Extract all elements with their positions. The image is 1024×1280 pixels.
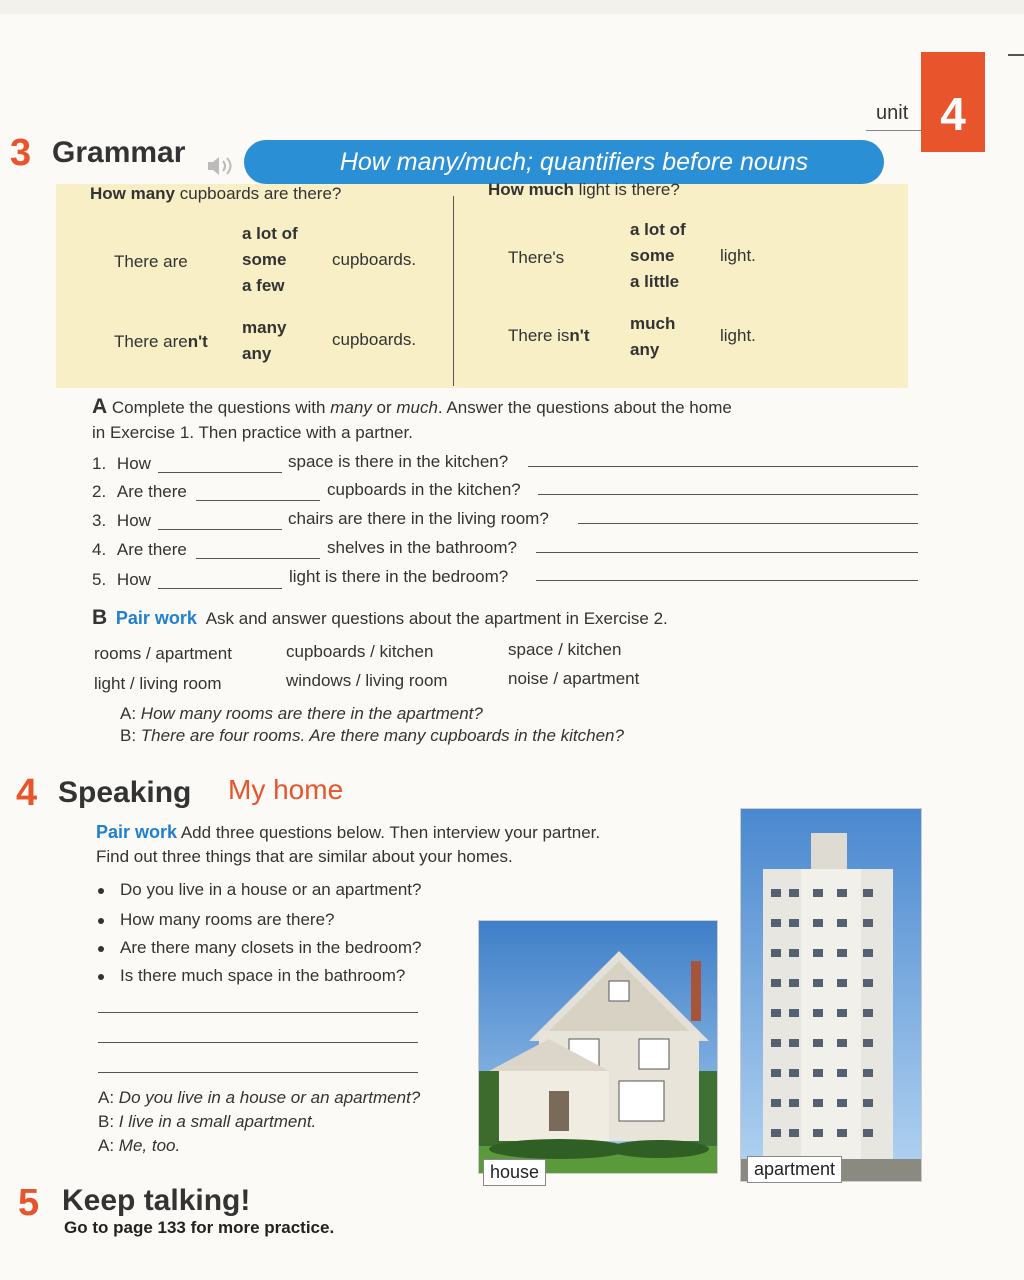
grammar-noun: cupboards.	[332, 330, 417, 349]
grammar-noun: light.	[720, 246, 756, 265]
word-pair: space / kitchen	[508, 640, 622, 659]
grammar-quantifier: many	[242, 318, 287, 337]
exercise-a-item-2: 2. Are there	[92, 482, 187, 501]
word-pair: windows / living room	[286, 671, 448, 690]
grammar-there-arent: There aren't	[114, 332, 208, 351]
bullet-item: Is there much space in the bathroom?	[98, 966, 405, 986]
bullet-item: Do you live in a house or an apartment?	[98, 880, 421, 900]
answer-line[interactable]	[578, 523, 918, 524]
grammar-noun: light.	[720, 326, 756, 345]
section-number-5: 5	[18, 1182, 40, 1224]
bullet-dot	[98, 974, 104, 980]
edge-mark	[1008, 54, 1024, 56]
section-subtitle: My home	[228, 774, 344, 805]
grammar-banner: How many/much; quantifiers before nouns	[244, 140, 884, 184]
exercise-a-item-text: light is there in the bedroom?	[289, 567, 509, 586]
apartment-photo	[740, 808, 922, 1182]
section-title-grammar: Grammar	[52, 136, 186, 169]
textbook-page	[0, 14, 1024, 1280]
exercise-a-item-text: space is there in the kitchen?	[288, 452, 509, 471]
bullet-dot	[98, 918, 104, 924]
answer-line[interactable]	[536, 580, 918, 581]
answer-line[interactable]	[536, 552, 918, 553]
exercise-a-item-text: cupboards in the kitchen?	[327, 480, 521, 499]
section-number-3: 3	[10, 132, 32, 174]
section-title-speaking: Speaking	[58, 776, 192, 809]
goto-page-link[interactable]: Go to page 133 for more practice.	[64, 1218, 335, 1237]
grammar-quantifier: a lot of	[630, 220, 686, 239]
bullet-dot	[98, 946, 104, 952]
answer-blank[interactable]	[196, 558, 320, 559]
speaking-dialog-a: A: Do you live in a house or an apartment?	[98, 1088, 421, 1107]
answer-line[interactable]	[528, 466, 918, 467]
grammar-quantifier: any	[630, 340, 660, 359]
word-pair: light / living room	[94, 674, 222, 693]
photo-label-apartment: apartment	[747, 1156, 842, 1183]
bullet-item: How many rooms are there?	[98, 910, 334, 930]
exercise-b-instruction: B Pair work Ask and answer questions about the apartment in Exercise 2.	[92, 606, 668, 629]
answer-blank[interactable]	[158, 472, 282, 473]
grammar-box	[56, 184, 908, 388]
question-blank-line[interactable]	[98, 1042, 418, 1043]
speaking-instruction: Pair work Add three questions below. Then interview your partner. Find out three things that are similar about your homes.	[96, 822, 601, 866]
grammar-left-question: How many cupboards are there?	[90, 184, 342, 203]
grammar-noun: cupboards.	[332, 250, 417, 269]
exercise-a-item-text: chairs are there in the living room?	[288, 509, 549, 528]
exercise-a-item-1: 1. How	[92, 454, 151, 473]
question-blank-line[interactable]	[98, 1072, 418, 1073]
audio-icon[interactable]	[206, 154, 234, 178]
answer-line[interactable]	[538, 494, 918, 495]
house-photo	[478, 920, 718, 1174]
grammar-right-question: How much light is there?	[488, 180, 680, 199]
section-number-4: 4	[16, 772, 38, 814]
bullet-item: Are there many closets in the bedroom?	[98, 938, 421, 958]
answer-blank[interactable]	[158, 529, 282, 530]
exercise-a-item-4: 4. Are there	[92, 540, 187, 559]
grammar-theres: There's	[508, 248, 565, 267]
grammar-there-are: There are	[114, 252, 188, 271]
word-pair: noise / apartment	[508, 669, 640, 688]
grammar-quantifier: any	[242, 344, 272, 363]
grammar-quantifier: some	[630, 246, 675, 265]
section-title-keep-talking: Keep talking!	[62, 1184, 251, 1217]
unit-number-tab: 4	[921, 52, 985, 152]
grammar-quantifier: a little	[630, 272, 680, 291]
grammar-quantifier: a few	[242, 276, 285, 295]
word-pair: rooms / apartment	[94, 644, 232, 663]
grammar-quantifier: some	[242, 250, 287, 269]
exercise-a-instruction: A Complete the questions with many or much. Answer the questions about the home in Exercise 1. Then practice with a partner.	[92, 395, 732, 442]
speaking-dialog-b: B: I live in a small apartment.	[98, 1112, 317, 1131]
exercise-a-item-text: shelves in the bathroom?	[327, 538, 517, 557]
speaking-dialog-a2: A: Me, too.	[98, 1136, 181, 1155]
grammar-quantifier: a lot of	[242, 224, 298, 243]
photo-label-house: house	[483, 1159, 546, 1186]
exercise-a-item-5: 5. How	[92, 570, 151, 589]
dialog-line-b: B: There are four rooms. Are there many cupboards in the kitchen?	[120, 726, 624, 745]
exercise-a-item-3: 3. How	[92, 511, 151, 530]
unit-label: unit	[876, 102, 909, 124]
answer-blank[interactable]	[158, 588, 282, 589]
grammar-quantifier: much	[630, 314, 676, 333]
grammar-divider	[453, 196, 454, 386]
question-blank-line[interactable]	[98, 1012, 418, 1013]
apartment-illustration	[741, 809, 922, 1182]
dialog-line-a: A: How many rooms are there in the apartment?	[120, 704, 483, 723]
unit-rule	[866, 130, 922, 131]
word-pair: cupboards / kitchen	[286, 642, 434, 661]
bullet-dot	[98, 888, 104, 894]
answer-blank[interactable]	[196, 500, 320, 501]
grammar-there-isnt: There isn't	[508, 326, 590, 345]
house-illustration	[479, 921, 718, 1174]
